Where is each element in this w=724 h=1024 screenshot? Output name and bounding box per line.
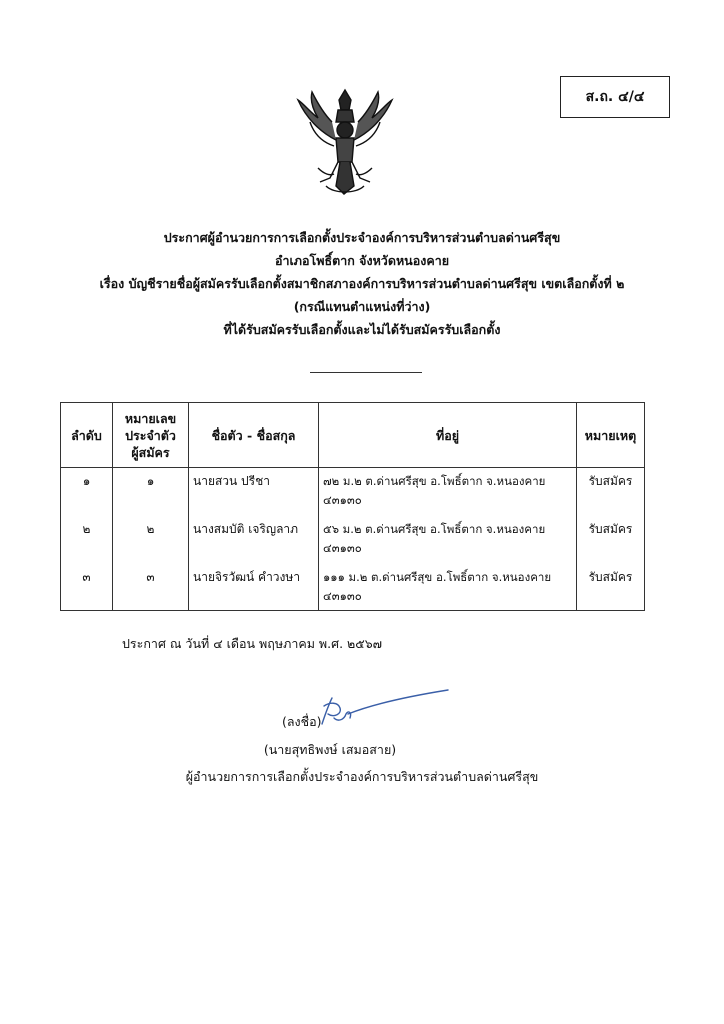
col-header-number-line1: หมายเลข <box>124 410 177 426</box>
col-header-name: ชื่อตัว - ชื่อสกุล <box>189 403 319 468</box>
cell-address: ๗๒ ม.๒ ต.ด่านศรีสุข อ.โพธิ์ตาก จ.หนองคาย ๔๓๑๓๐ <box>319 468 577 517</box>
col-header-remark: หมายเหตุ <box>577 403 645 468</box>
cell-order: ๓ <box>61 564 113 611</box>
col-header-number-line2: ประจำตัว <box>125 427 176 443</box>
announcement-header <box>0 226 724 341</box>
garuda-emblem-icon <box>290 82 400 200</box>
cell-number: ๓ <box>113 564 189 611</box>
header-divider <box>310 372 422 373</box>
cell-address: ๕๖ ม.๒ ต.ด่านศรีสุข อ.โพธิ์ตาก จ.หนองคาย ๔๓๑๓๐ <box>319 516 577 564</box>
cell-number: ๒ <box>113 516 189 564</box>
cell-name: นายจิรวัฒน์ คำวงษา <box>189 564 319 611</box>
cell-name: นางสมบัติ เจริญลาภ <box>189 516 319 564</box>
cell-number: ๑ <box>113 468 189 517</box>
signer-title: ผู้อำนวยการการเลือกตั้งประจำองค์การบริหารส่วนตำบลด่านศรีสุข <box>185 769 539 784</box>
header-line-2: อำเภอโพธิ์ตาก จังหวัดหนองคาย <box>274 253 450 268</box>
header-line-1: ประกาศผู้อำนวยการการเลือกตั้งประจำองค์การบริหารส่วนตำบลด่านศรีสุข <box>163 230 561 245</box>
col-header-address: ที่อยู่ <box>319 403 577 468</box>
sign-label: (ลงชื่อ) <box>282 714 322 729</box>
cell-remark: รับสมัคร <box>577 468 645 517</box>
cell-address: ๑๑๑ ม.๒ ต.ด่านศรีสุข อ.โพธิ์ตาก จ.หนองคาย ๔๓๑๓๐ <box>319 564 577 611</box>
col-header-number <box>113 403 189 468</box>
table-row <box>61 564 645 611</box>
col-header-order: ลำดับ <box>61 403 113 468</box>
signature-strokes <box>322 690 448 724</box>
candidate-table <box>60 402 645 611</box>
form-code-label: ส.ถ. ๔/๔ <box>585 89 645 105</box>
table-header-row <box>61 403 645 468</box>
cell-remark: รับสมัคร <box>577 564 645 611</box>
cell-name: นายสวน ปรีชา <box>189 468 319 517</box>
cell-remark: รับสมัคร <box>577 516 645 564</box>
header-line-3: เรื่อง บัญชีรายชื่อผู้สมัครรับเลือกตั้งสมาชิกสภาองค์การบริหารส่วนตำบลด่านศรีสุข เขตเลือกตั้งที่ ๒ <box>99 276 625 291</box>
signer-name: (นายสุทธิพงษ์ เสมอสาย) <box>263 742 397 757</box>
announcement-date: ประกาศ ณ วันที่ ๔ เดือน พฤษภาคม พ.ศ. ๒๕๖๗ <box>122 636 383 651</box>
cell-order: ๒ <box>61 516 113 564</box>
table-row <box>61 468 645 517</box>
form-code-box <box>560 76 670 118</box>
col-header-number-line3: ผู้สมัคร <box>131 444 170 460</box>
cell-order: ๑ <box>61 468 113 517</box>
header-line-4: (กรณีแทนตำแหน่งที่ว่าง) <box>293 299 431 314</box>
table-row <box>61 516 645 564</box>
header-line-5: ที่ได้รับสมัครรับเลือกตั้งและไม่ได้รับสมัครรับเลือกตั้ง <box>223 322 501 337</box>
handwritten-signature <box>318 684 452 732</box>
